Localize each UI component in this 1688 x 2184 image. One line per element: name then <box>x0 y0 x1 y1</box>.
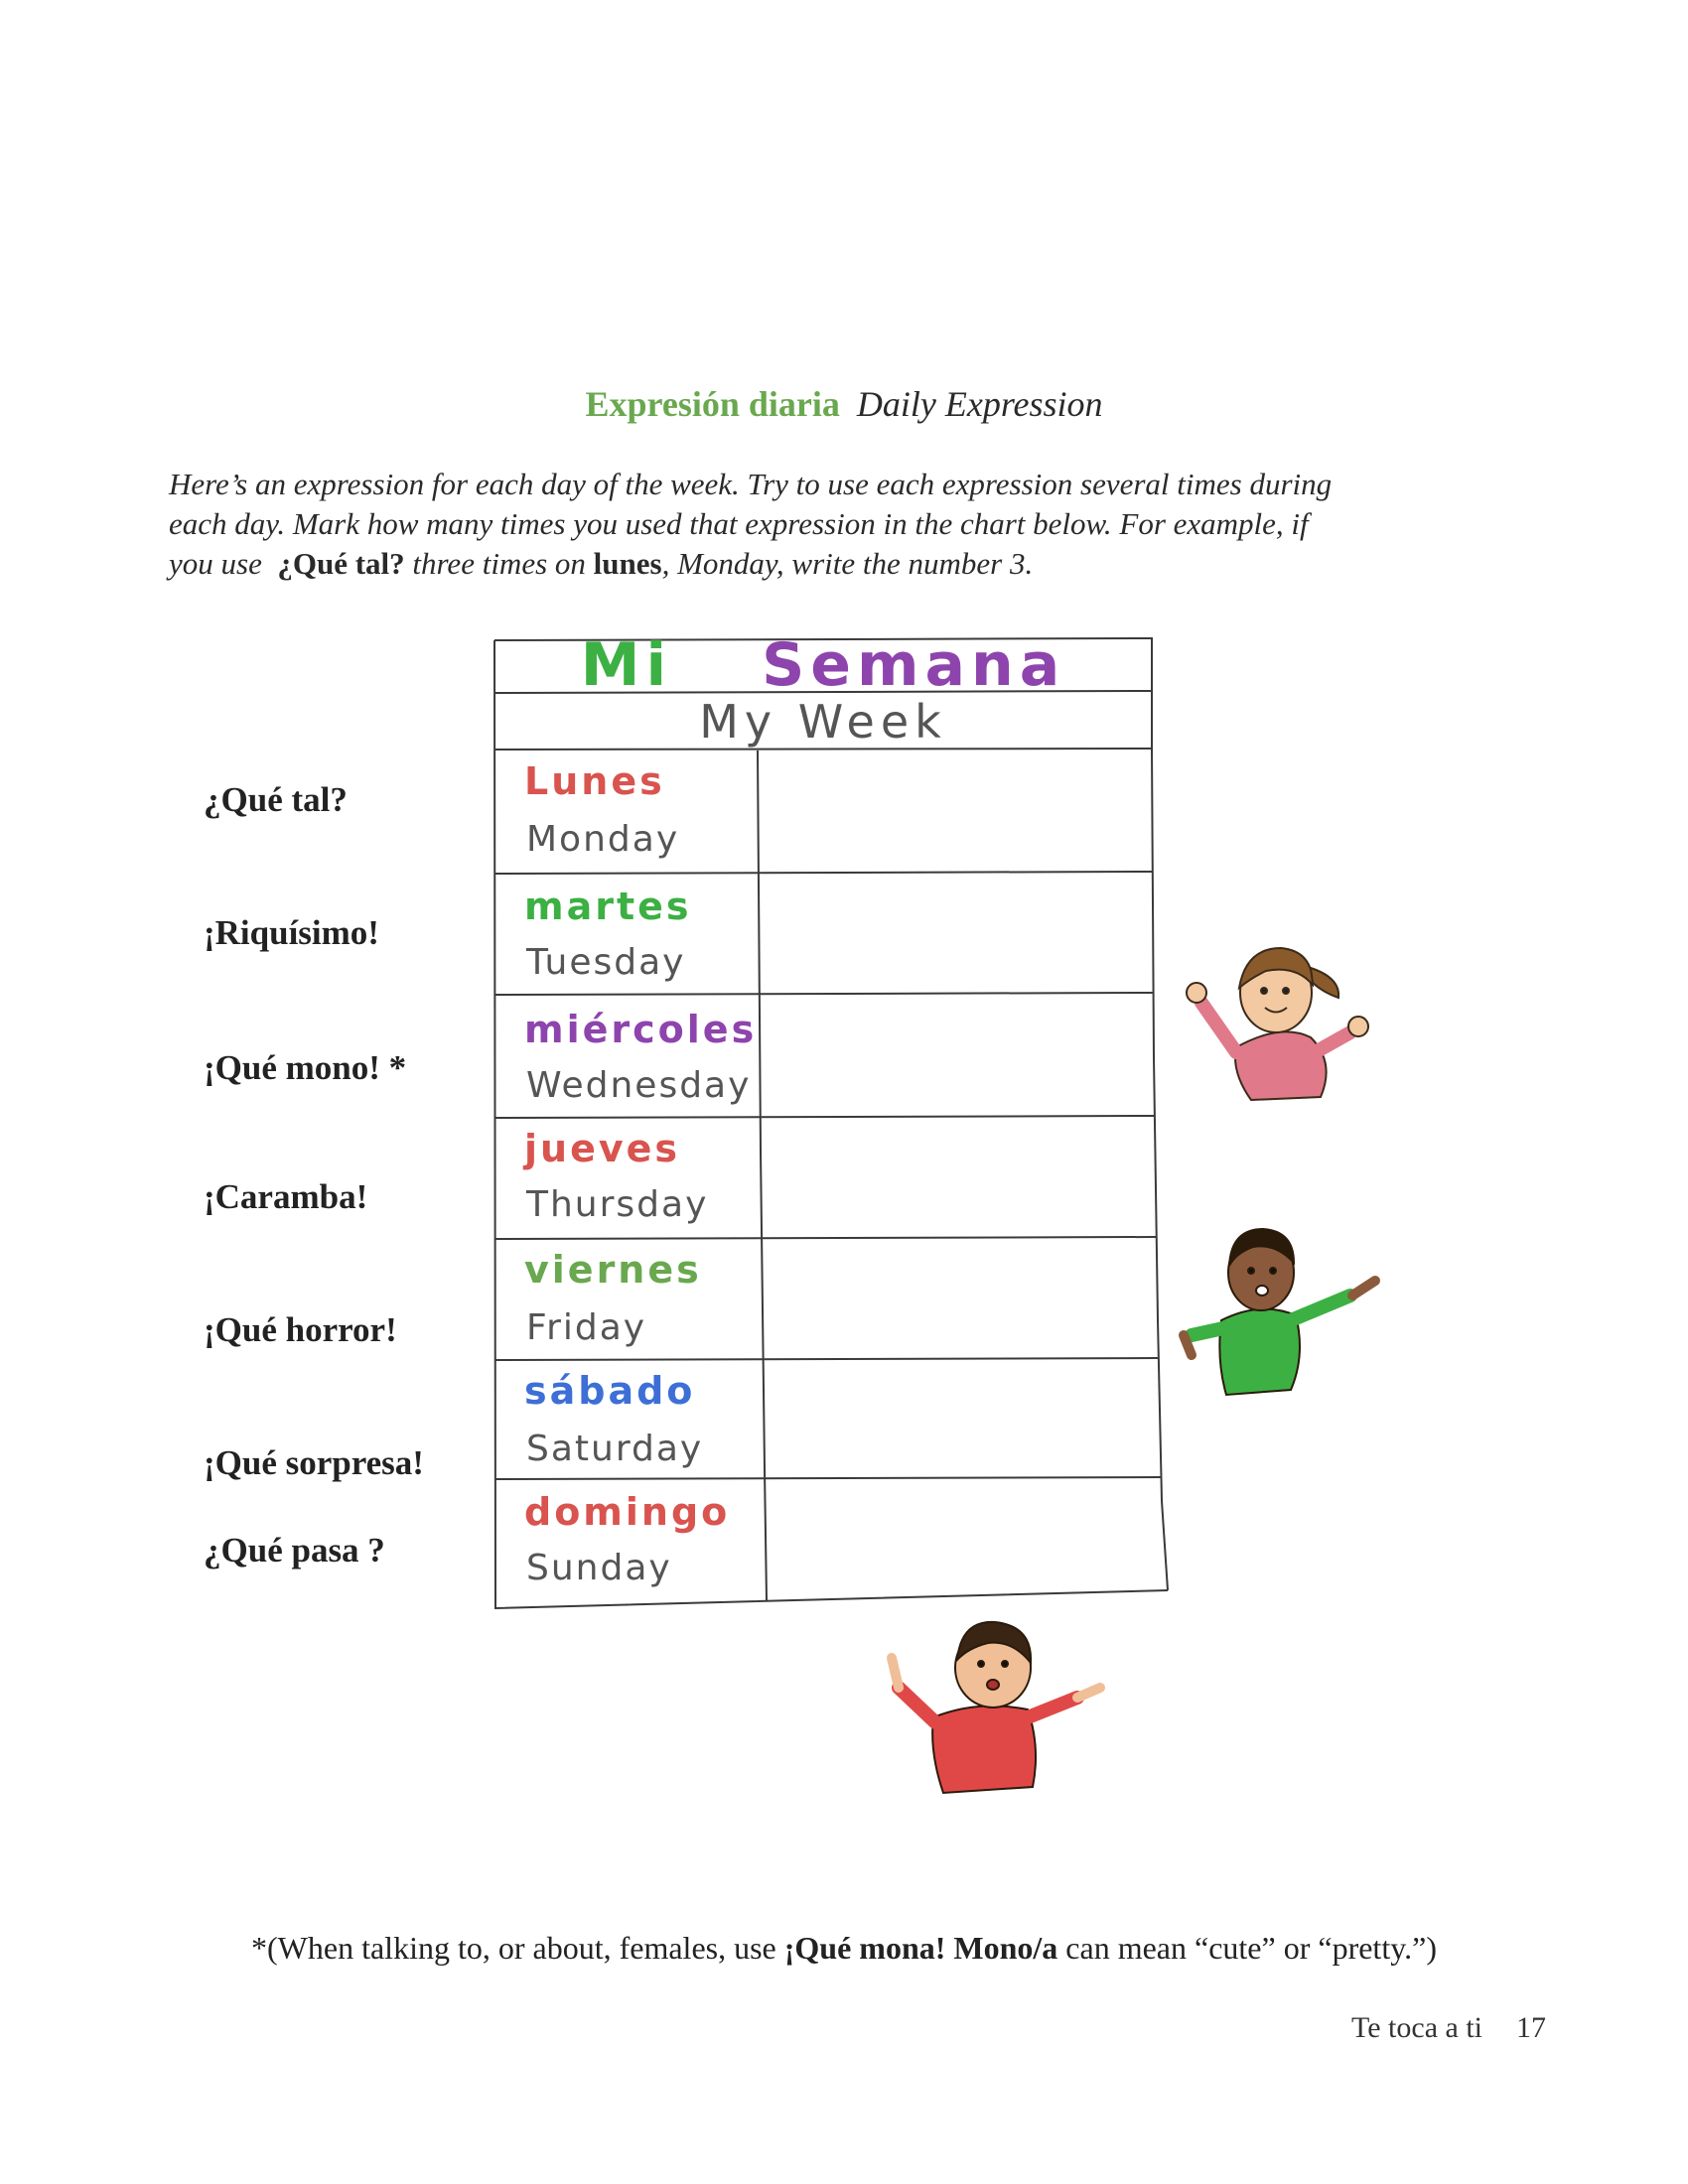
expression-thursday: ¡Caramba! <box>204 1177 368 1216</box>
day-spanish-tuesday: martes <box>524 885 692 928</box>
footnote <box>0 1930 1688 1967</box>
chart-title-word-1: Mi <box>580 630 673 700</box>
page-footer <box>1351 2011 1546 2045</box>
day-spanish-monday: Lunes <box>524 759 665 803</box>
day-english-monday: Monday <box>526 819 680 860</box>
day-spanish-saturday: sábado <box>524 1369 696 1413</box>
chart-title <box>494 630 1152 700</box>
day-spanish-wednesday: miércoles <box>524 1008 758 1051</box>
intro-line-3-start: you use <box>169 546 278 581</box>
footnote-bold: ¡Qué mona! Mono/a <box>783 1930 1058 1966</box>
day-spanish-thursday: jueves <box>524 1127 681 1170</box>
footer-book-title: Te toca a ti <box>1351 2011 1482 2044</box>
day-english-tuesday: Tuesday <box>526 942 686 983</box>
expression-saturday: ¡Qué sorpresa! <box>204 1443 424 1482</box>
footnote-start: *(When talking to, or about, females, use <box>251 1930 784 1966</box>
boy-green-illustration <box>1184 1229 1375 1395</box>
title-english: Daily Expression <box>856 384 1103 424</box>
day-english-sunday: Sunday <box>526 1548 672 1588</box>
expression-sunday: ¿Qué pasa ? <box>204 1531 385 1570</box>
day-english-wednesday: Wednesday <box>526 1065 752 1106</box>
intro-line-3-middle: three times on <box>404 546 594 581</box>
chart-title-word-2: Semana <box>762 630 1066 700</box>
expression-monday: ¿Qué tal? <box>204 780 348 819</box>
intro-example-expression: ¿Qué tal? <box>277 546 405 581</box>
intro-line-1: Here’s an expression for each day of the week. Try to use each expression several times during <box>169 467 1333 501</box>
boy-red-illustration <box>892 1622 1100 1793</box>
day-spanish-friday: viernes <box>524 1248 702 1292</box>
page-number: 17 <box>1516 2011 1546 2044</box>
chart-subtitle: My Week <box>699 695 947 749</box>
day-spanish-sunday: domingo <box>524 1490 731 1534</box>
girl-illustration <box>1187 948 1368 1100</box>
expression-tuesday: ¡Riquísimo! <box>204 913 379 952</box>
expression-friday: ¡Qué horror! <box>204 1310 397 1349</box>
intro-example-day: lunes <box>593 546 662 581</box>
day-english-friday: Friday <box>526 1307 647 1348</box>
footnote-end: can mean “cute” or “pretty.”) <box>1057 1930 1437 1966</box>
intro-line-3-end: , Monday, write the number 3. <box>661 546 1034 581</box>
day-english-thursday: Thursday <box>526 1184 709 1225</box>
expression-wednesday: ¡Qué mono! * <box>204 1048 407 1087</box>
title-spanish: Expresión diaria <box>585 384 840 424</box>
day-english-saturday: Saturday <box>526 1429 704 1469</box>
intro-line-2: each day. Mark how many times you used that expression in the chart below. For example, if <box>169 506 1309 541</box>
